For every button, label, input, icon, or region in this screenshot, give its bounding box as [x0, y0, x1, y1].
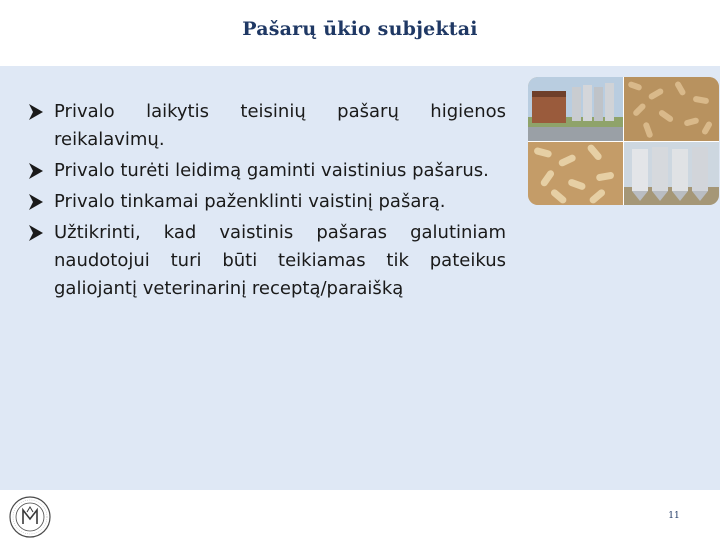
bullet-item: [28, 219, 506, 303]
arrow-bullet-icon: [28, 224, 44, 242]
footer: [0, 490, 720, 540]
arrow-bullet-icon: [28, 193, 44, 211]
feed-photo-collage: [528, 77, 719, 205]
page-number: 11: [668, 511, 680, 521]
arrow-bullet-icon: [28, 103, 44, 121]
title-bar: [0, 0, 720, 66]
bullet-list: [28, 98, 506, 306]
bullet-item: [28, 98, 506, 154]
slide-title: Pašarų ūkio subjektai: [242, 18, 478, 40]
bullet-item: [28, 188, 506, 216]
bullet-text: Privalo tinkamai paženklinti vaistinį pašarą.: [54, 191, 446, 212]
bullet-item: [28, 157, 506, 185]
university-seal-logo: [8, 495, 52, 539]
arrow-bullet-icon: [28, 162, 44, 180]
bullet-text: Užtikrinti, kad vaistinis pašaras galutiniam naudotojui turi būti teikiamas tik pateikus galiojantį veterinarinį receptą/paraišką: [54, 222, 506, 299]
feed-photos-image: [528, 77, 719, 205]
bullet-text: Privalo turėti leidimą gaminti vaistinius pašarus.: [54, 160, 489, 181]
bullet-text: Privalo laikytis teisinių pašarų higienos reikalavimų.: [54, 101, 506, 150]
